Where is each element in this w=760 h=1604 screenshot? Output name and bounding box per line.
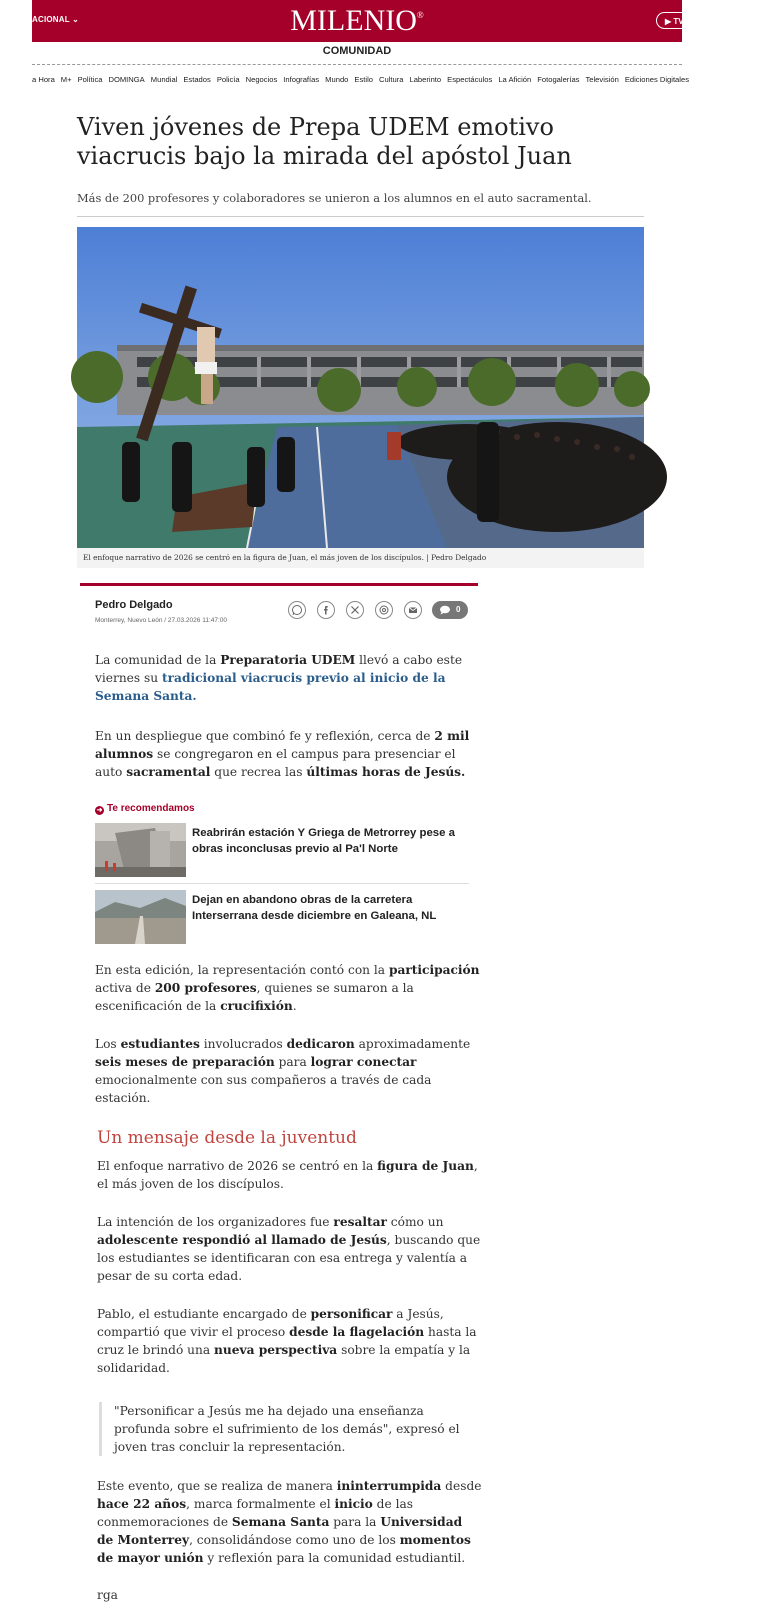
email-share-button[interactable] (404, 601, 422, 619)
recommend-item[interactable] (95, 823, 469, 877)
recommend-thumbnail (95, 890, 186, 944)
section-title[interactable]: COMUNIDAD (322, 45, 392, 57)
arrow-right-icon: ➜ (96, 807, 103, 814)
logo[interactable] (32, 4, 682, 38)
chevron-down-icon: ⌄ (72, 15, 80, 24)
byline-rule (80, 583, 478, 586)
recommend-title: Reabrirán estación Y Griega de Metrorrey pese a obras inconclusas previo al Pa'l Norte (192, 827, 455, 855)
highway-image (95, 890, 186, 944)
paragraph-fragment: rga (97, 1588, 118, 1602)
nav-item[interactable]: Televisión (585, 75, 619, 84)
nav-item[interactable]: Mundial (150, 75, 178, 84)
nav-item[interactable]: Negocios (245, 75, 278, 84)
threads-share-button[interactable] (375, 601, 393, 619)
nav-item[interactable]: Ediciones Digitales (624, 75, 689, 84)
recommend-heading: ➜ Te recomendamos (96, 803, 195, 814)
logo-text: MILENIO (290, 4, 417, 37)
x-icon (349, 604, 361, 616)
nav-item[interactable]: Espectáculos (447, 75, 493, 84)
section-subheading: Un mensaje desde la juventud (97, 1128, 357, 1148)
nav-item[interactable]: Infografías (283, 75, 320, 84)
tv-button[interactable] (656, 12, 690, 29)
article-dateline: Monterrey, Nuevo León / 27.03.2026 11:47:00 (95, 617, 228, 624)
comments-button[interactable] (432, 601, 468, 619)
nav-item[interactable]: a Hora (32, 75, 55, 84)
paragraph: En esta edición, la representación contó con la participación activa de 200 profesores, quienes se sumaron a la escenificación de la crucifixión. (95, 963, 480, 1013)
blockquote: "Personificar a Jesús me ha dejado una enseñanza profunda sobre el sufrimiento de los demás", expresó el joven tras concluir la representación. (99, 1402, 474, 1456)
nav-item[interactable]: Laberinto (409, 75, 442, 84)
paragraph: Este evento, que se realiza de manera ininterrumpida desde hace 22 años, marca formalmente el inicio de las conmemoraciones de Semana Santa para la Universidad de Monterrey, consolidándose como uno de los momentos de mayor unión y reflexión para la comunidad estudiantil. (97, 1479, 482, 1565)
nav-item[interactable]: Fotogalerías (537, 75, 580, 84)
nav-item[interactable]: Política (77, 75, 103, 84)
photo-caption: El enfoque narrativo de 2026 se centró en la figura de Juan, el más joven de los discípulos. | Pedro Delgado (83, 553, 487, 562)
recommend-title: Dejan en abandono obras de la carretera Interserrana desde diciembre en Galeana, NL (192, 894, 437, 922)
paragraph: Los estudiantes involucrados dedicaron aproximadamente seis meses de preparación para lograr conectar emocionalmente con sus compañeros a través de cada estación. (95, 1037, 471, 1105)
nav-item[interactable]: Estilo (354, 75, 373, 84)
paragraph: La intención de los organizadores fue resaltar cómo un adolescente respondió al llamado de Jesús, buscando que los estudiantes se identificaran con esa entrega y valentía a pesar de su corta edad. (97, 1215, 481, 1283)
inline-link[interactable]: tradicional viacrucis previo al inicio de la Semana Santa. (95, 671, 446, 703)
nav-item[interactable]: Cultura (378, 75, 404, 84)
play-icon: ▶ (665, 17, 672, 26)
edition-label: ACIONAL (32, 15, 70, 24)
paragraph: La comunidad de la Preparatoria UDEM llevó a cabo este viernes su tradicional viacrucis previo al inicio de la Semana Santa. (95, 653, 463, 703)
main-nav (32, 75, 689, 84)
email-icon (407, 604, 419, 616)
article-photo[interactable] (77, 227, 644, 548)
whatsapp-share-button[interactable] (288, 601, 306, 619)
top-bar (32, 0, 682, 42)
nav-item[interactable]: Estados (183, 75, 211, 84)
photo-caption-box (77, 548, 644, 568)
article-title: Viven jóvenes de Prepa UDEM emotivo viacrucis bajo la mirada del apóstol Juan (77, 113, 572, 170)
metro-station-image (95, 823, 186, 877)
x-share-button[interactable] (346, 601, 364, 619)
threads-icon (378, 604, 390, 616)
article-summary: Más de 200 profesores y colaboradores se unieron a los alumnos en el auto sacramental. (77, 191, 592, 205)
nav-item[interactable]: Policía (216, 75, 240, 84)
author-name[interactable]: Pedro Delgado (95, 599, 173, 611)
comment-icon (439, 605, 451, 615)
recommend-thumbnail (95, 823, 186, 877)
paragraph: Pablo, el estudiante encargado de personificar a Jesús, compartió que vivir el proceso desde la flagelación hasta la cruz le brindó una nueva perspectiva sobre la empatía y la solidaridad. (97, 1307, 477, 1375)
logo-mark: ® (416, 10, 424, 20)
divider (95, 883, 469, 884)
comments-count: 0 (456, 605, 461, 614)
paragraph: El enfoque narrativo de 2026 se centró en la figura de Juan, el más joven de los discípulos. (97, 1159, 478, 1191)
nav-item[interactable]: M+ (60, 75, 72, 84)
facebook-icon (320, 604, 332, 616)
paragraph: En un despliegue que combinó fe y reflexión, cerca de 2 mil alumnos se congregaron en el campus para presenciar el auto sacramental que recrea las últimas horas de Jesús. (95, 729, 470, 779)
divider (32, 64, 682, 65)
nav-item[interactable]: La Afición (498, 75, 532, 84)
divider (77, 216, 644, 217)
whatsapp-icon (291, 604, 303, 616)
nav-item[interactable]: DOMINGA (108, 75, 145, 84)
facebook-share-button[interactable] (317, 601, 335, 619)
recommend-item[interactable] (95, 890, 469, 944)
tv-label: TV (673, 17, 684, 26)
nav-item[interactable]: Mundo (325, 75, 349, 84)
viacrucis-photo (77, 227, 644, 548)
